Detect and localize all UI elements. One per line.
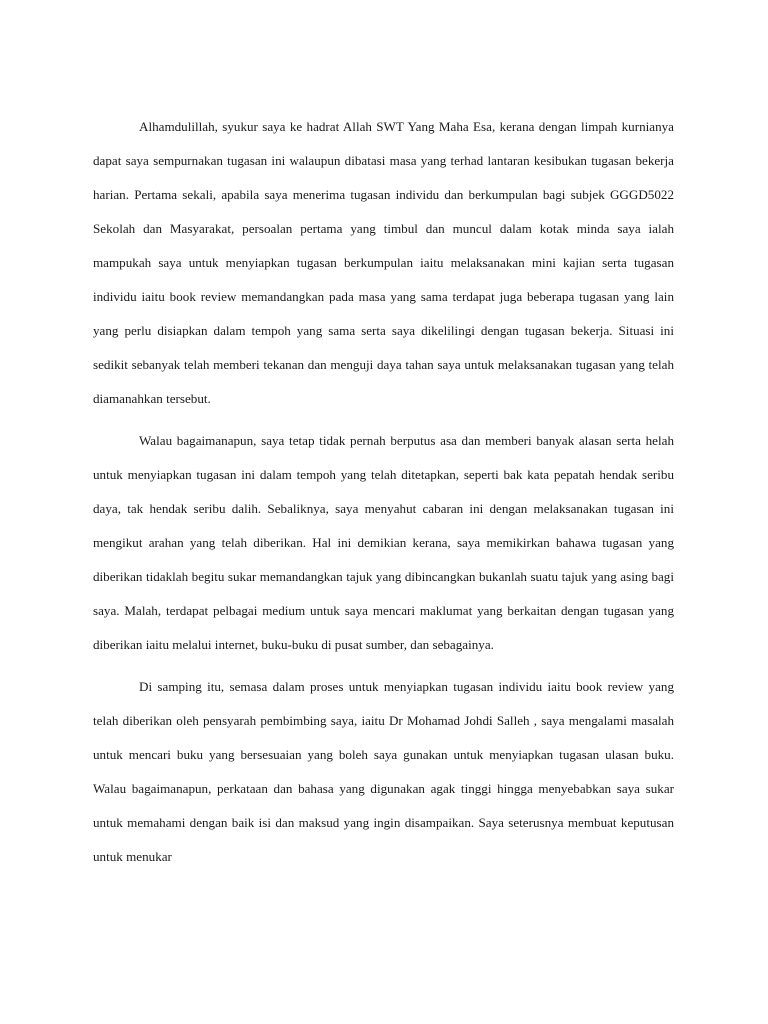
- paragraph-3: Di samping itu, semasa dalam proses untuk menyiapkan tugasan individu iaitu book review yang telah diberikan oleh pensyarah pembimbing saya, iaitu Dr Mohamad Johdi Salleh , saya mengalami masalah untuk mencari buku yang bersesuaian yang boleh saya gunakan untuk menyiapkan tugasan ulasan buku. Walau bagaimanapun, perkataan dan bahasa yang digunakan agak tinggi hingga menyebabkan saya sukar untuk memahami dengan baik isi dan maksud yang ingin disampaikan. Saya seterusnya membuat keputusan untuk menukar: [93, 679, 674, 864]
- document-body: [93, 110, 674, 882]
- paragraph-2: Walau bagaimanapun, saya tetap tidak pernah berputus asa dan memberi banyak alasan serta helah untuk menyiapkan tugasan ini dalam tempoh yang telah ditetapkan, seperti bak kata pepatah hendak seribu daya, tak hendak seribu dalih. Sebaliknya, saya menyahut cabaran ini dengan melaksanakan tugasan ini mengikut arahan yang telah diberikan. Hal ini demikian kerana, saya memikirkan bahawa tugasan yang diberikan tidaklah begitu sukar memandangkan tajuk yang dibincangkan bukanlah suatu tajuk yang asing bagi saya. Malah, terdapat pelbagai medium untuk saya mencari maklumat yang berkaitan dengan tugasan yang diberikan iaitu melalui internet, buku-buku di pusat sumber, dan sebagainya.: [93, 433, 674, 652]
- paragraph-1: Alhamdulillah, syukur saya ke hadrat Allah SWT Yang Maha Esa, kerana dengan limpah kurnianya dapat saya sempurnakan tugasan ini walaupun dibatasi masa yang terhad lantaran kesibukan tugasan bekerja harian. Pertama sekali, apabila saya menerima tugasan individu dan berkumpulan bagi subjek GGGD5022 Sekolah dan Masyarakat, persoalan pertama yang timbul dan muncul dalam kotak minda saya ialah mampukah saya untuk menyiapkan tugasan berkumpulan iaitu melaksanakan mini kajian serta tugasan individu iaitu book review memandangkan pada masa yang sama terdapat juga beberapa tugasan yang lain yang perlu disiapkan dalam tempoh yang sama serta saya dikelilingi dengan tugasan bekerja. Situasi ini sedikit sebanyak telah memberi tekanan dan menguji daya tahan saya untuk melaksanakan tugasan yang telah diamanahkan tersebut.: [93, 119, 674, 406]
